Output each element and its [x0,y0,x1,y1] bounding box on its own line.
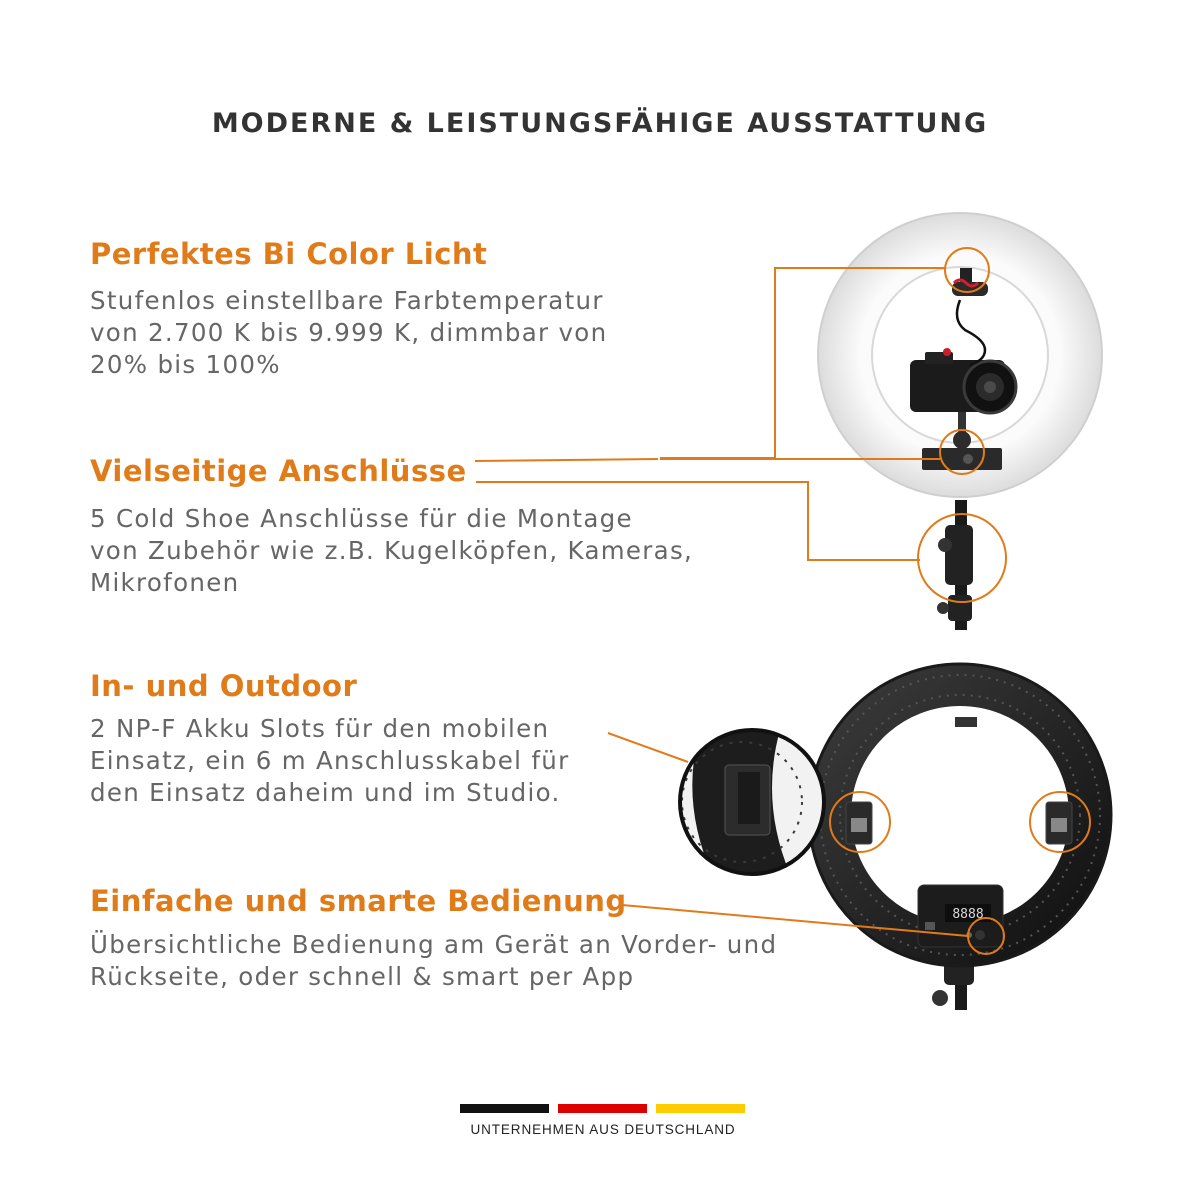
heading-bi-color-light: Perfektes Bi Color Licht [90,237,488,271]
text-smart-control: Übersichtliche Bedienung am Gerät an Vorder- und Rückseite, oder schnell & smart per App [90,930,778,991]
heading-connectors: Vielseitige Anschlüsse [90,454,467,488]
heading-smart-control: Einfache und smarte Bedienung [90,884,627,918]
text-in-outdoor: 2 NP-F Akku Slots für den mobilen Einsatz, ein 6 m Anschlusskabel für den Einsatz daheim und im Studio. [90,714,570,807]
flag-stripe-red [558,1104,647,1113]
battery-slot-zoom-image [680,730,824,874]
text-connectors: 5 Cold Shoe Anschlüsse für die Montage von Zubehör wie z.B. Kugelköpfen, Kameras, Mikrofonen [90,504,694,597]
flag-stripe-black [460,1104,549,1113]
text-bi-color-light: Stufenlos einstellbare Farbtemperatur von 2.700 K bis 9.999 K, dimmbar von 20% bis 100% [90,286,608,379]
footer-text: UNTERNEHMEN AUS DEUTSCHLAND [470,1122,736,1137]
heading-in-outdoor: In- und Outdoor [90,669,358,703]
flag-stripe-gold [656,1104,745,1113]
ring-light-front-image [818,213,1102,630]
ring-light-back-image [809,664,1111,1010]
page-title: MODERNE & LEISTUNGSFÄHIGE AUSSTATTUNG [211,108,989,139]
display-readout: 8888 [952,907,984,922]
